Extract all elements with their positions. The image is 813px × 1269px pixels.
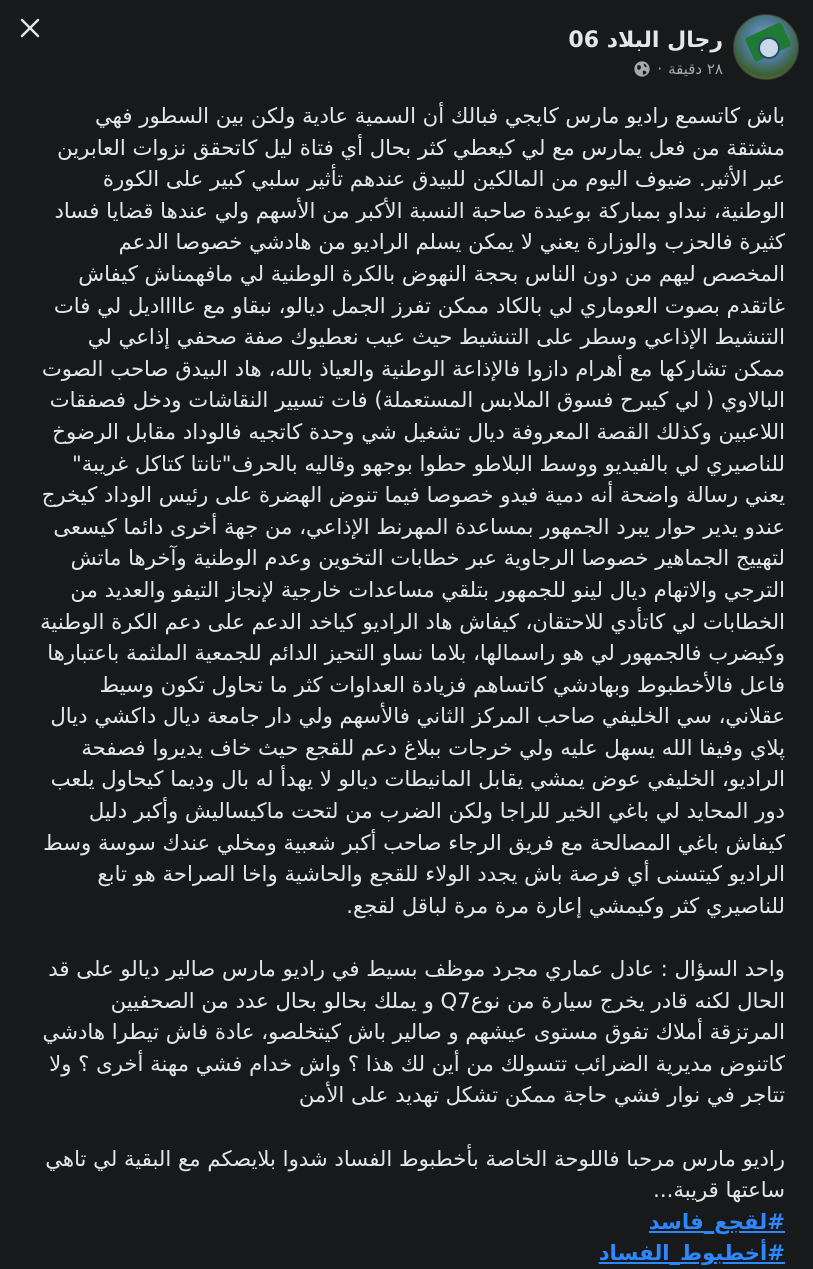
post-paragraph-2: واحد السؤال : عادل عماري مجرد موظف بسيط في راديو مارس صالير ديالو على قد الحال لكنه قادر يخرج سيارة من نوعQ7 و يملك بحالو بحال عدد من الصحفيين المرتزقة أملاك تفوق مستوى عيشهم و صالير باش كيتخلصو، عادة فاش تيطرا هادشي كاتنوض مديرية الضرائب تتسولك من أين لك هذا ؟ واش خدام فشي مهنة أخرى ؟ ولا تتاجر في نوار فشي حاجة ممكن تشكل تهديد على الأمن <box>42 956 785 1108</box>
author-name[interactable]: رجال البلاد 06 <box>568 28 723 53</box>
separator-dot: · <box>657 60 663 78</box>
paragraph-gap <box>30 1111 785 1143</box>
avatar[interactable] <box>733 14 799 80</box>
emblem-shape <box>758 37 780 59</box>
paragraph-gap <box>30 921 785 953</box>
close-button[interactable] <box>10 8 50 48</box>
post-header <box>14 14 799 84</box>
post-time[interactable]: ٢٨ دقيقة <box>668 60 723 78</box>
post-paragraph-3: راديو مارس مرحبا فاللوحة الخاصة بأخطبوط الفساد شدوا بلايصكم مع البقية لي تاهي ساعتها قريبة... <box>45 1145 785 1203</box>
close-icon <box>19 17 41 39</box>
hashtag-link[interactable]: #لقجع_فاسد <box>648 1208 785 1234</box>
post-subline <box>568 60 723 78</box>
post-paragraph-1: باش كاتسمع راديو مارس كايجي فبالك أن السمية عادية ولكن بين السطور فهي مشتقة من فعل يمارس مع لي كيعطي كثر بحال أي فتاة ليل كاتحقق نزوات العابرين عبر الأثير. ضيوف اليوم من المالكين للبيدق عندهم تأثير سلبي كبير على الكورة الوطنية، نبداو بمباركة بوعيدة صاحبة النسبة الأكبر من الأسهم ولي عندها قضايا فساد كثيرة فالحزب والوزارة يعني لا يمكن يسلم الراديو من هادشي خصوصا الدعم المخصص ليهم من دون الناس بحجة النهوض بالكرة الوطنية لي مافهمناش كيفاش غاتقدم بصوت العوماري لي بالكاد ممكن تفرز الجمل ديالو، نبقاو مع عااااديل لي فات التنشيط الإذاعي وسطر على التنشيط حيث عيب نعطيوك صفة صحفي إذاعي لي ممكن تشاركها مع أهرام دازوا فالإذاعة الوطنية والعياذ بالله، هاد البيدق صاحب الصوت البالاوي ( لي كيبرح فسوق الملابس المستعملة) فات تسيير النقاشات ودخل فصفقات اللاعبين وكذلك القصة المعروفة ديال تشغيل شي وحدة كاتجيه فالوداد مقابل الرضوخ للناصيري لي بالفيديو ووسط البلاطو حطوا بوجهو وقاليه بالحرف"تانتا كتاكل غريبة" يعني رسالة واضحة أنه دمية فيدو خصوصا فيما تنوض الهضرة على رئيس الوداد كيخرج عندو يدير حوار يبرد الجمهور بمساعدة المهرنط الإذاعي، من جهة أخرى دائما كيسعى لتهييج الجماهير خصوصا الرجاوية عبر خطابات التخوين وعدم الوطنية وآخرها ماتش الترجي والاتهام ديال لينو للجمهور بتلقي مساعدات خارجية لإنجاز التيفو والعديد من الخطابات لي كاتأدي للاحتقان، كيفاش هاد الراديو كياخد الدعم على دعم الكرة الوطنية وكيضرب فالجمهور لي هو راسمالها، بلاما نساو التحيز الدائم للجمعية الملثمة باعتبارها فاعل فالأخطبوط وبهادشي كاتساهم فزيادة العداوات كثر ما تحاول تكون وسيط عقلاني، سي الخليفي صاحب المركز الثاني فالأسهم ولي دار جامعة ديال داكشي ديال پلاي وفيفا الله يسهل عليه ولي خرجات ببلاغ دعم للقجع حيث خاف يديروا فصفحة الراديو، الخليفي عوض يمشي يقابل المانيطات ديالو لا يهدأ له بال وديما كيحاول يلعب دور المحايد لي باغي الخير للراجا ولكن الضرب من لتحت ماكيساليش وأكبر دليل كيفاش باغي المصالحة مع فريق الرجاء صاحب أكبر شعبية ومخلي عندك سوسة وسط الراديو كيتسنى أي فرصة باش يجدد الولاء للقجع والحاشية واخا الصراحة هو تابع للناصيري كثر وكيمشي إعارة مرة مرة لباقل لقجع. <box>40 103 785 918</box>
post-body <box>30 100 785 1269</box>
hashtag-link[interactable]: #أخطبوط_الفساد <box>598 1240 785 1266</box>
globe-icon[interactable] <box>633 60 651 78</box>
post-meta <box>568 14 723 78</box>
